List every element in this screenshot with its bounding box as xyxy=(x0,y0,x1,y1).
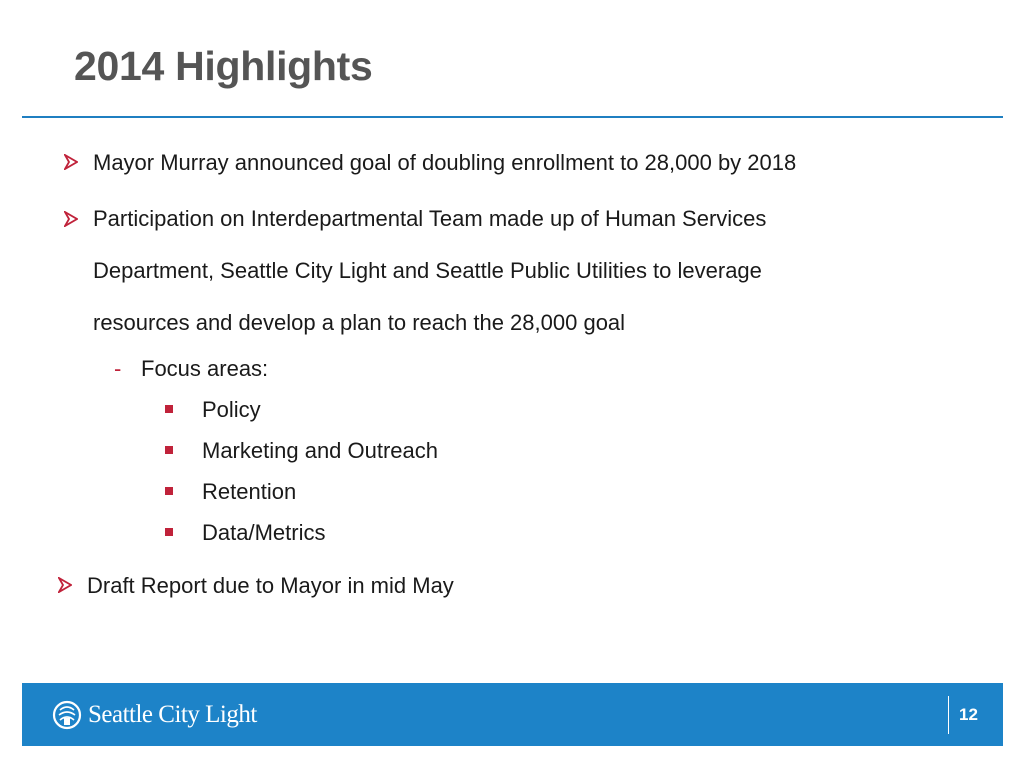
square-bullet-icon xyxy=(165,405,173,413)
logo-text: Seattle City Light xyxy=(88,701,257,728)
bullet-1-text: Mayor Murray announced goal of doubling enrollment to 28,000 by 2018 xyxy=(93,150,797,175)
focus-item-data-metrics: Data/Metrics xyxy=(202,520,326,545)
focus-item-retention: Retention xyxy=(202,479,297,504)
dash-bullet-icon: - xyxy=(114,356,122,381)
seattle-city-light-logo xyxy=(52,697,257,733)
footer-divider xyxy=(948,696,949,734)
focus-item-marketing: Marketing and Outreach xyxy=(202,438,439,463)
bullet-2-paragraph xyxy=(93,193,973,349)
seattle-city-light-logo-icon xyxy=(52,700,82,730)
footer-bar xyxy=(22,683,1003,746)
title-divider xyxy=(22,116,1003,118)
arrow-bullet-icon xyxy=(64,211,78,227)
bullet-2-line-2: Department, Seattle City Light and Seattle Public Utilities to leverage xyxy=(93,258,762,283)
slide-title: 2014 Highlights xyxy=(74,43,373,89)
focus-areas-label: Focus areas: xyxy=(141,356,269,381)
focus-item-policy: Policy xyxy=(202,397,261,422)
square-bullet-icon xyxy=(165,528,173,536)
page-number: 12 xyxy=(959,705,978,724)
arrow-bullet-icon xyxy=(58,577,72,593)
arrow-bullet-icon xyxy=(64,154,78,170)
bullet-3-text: Draft Report due to Mayor in mid May xyxy=(87,573,454,598)
square-bullet-icon xyxy=(165,487,173,495)
bullet-2-line-3: resources and develop a plan to reach the 28,000 goal xyxy=(93,310,626,335)
bullet-2-line-1: Participation on Interdepartmental Team made up of Human Services xyxy=(93,206,767,231)
square-bullet-icon xyxy=(165,446,173,454)
